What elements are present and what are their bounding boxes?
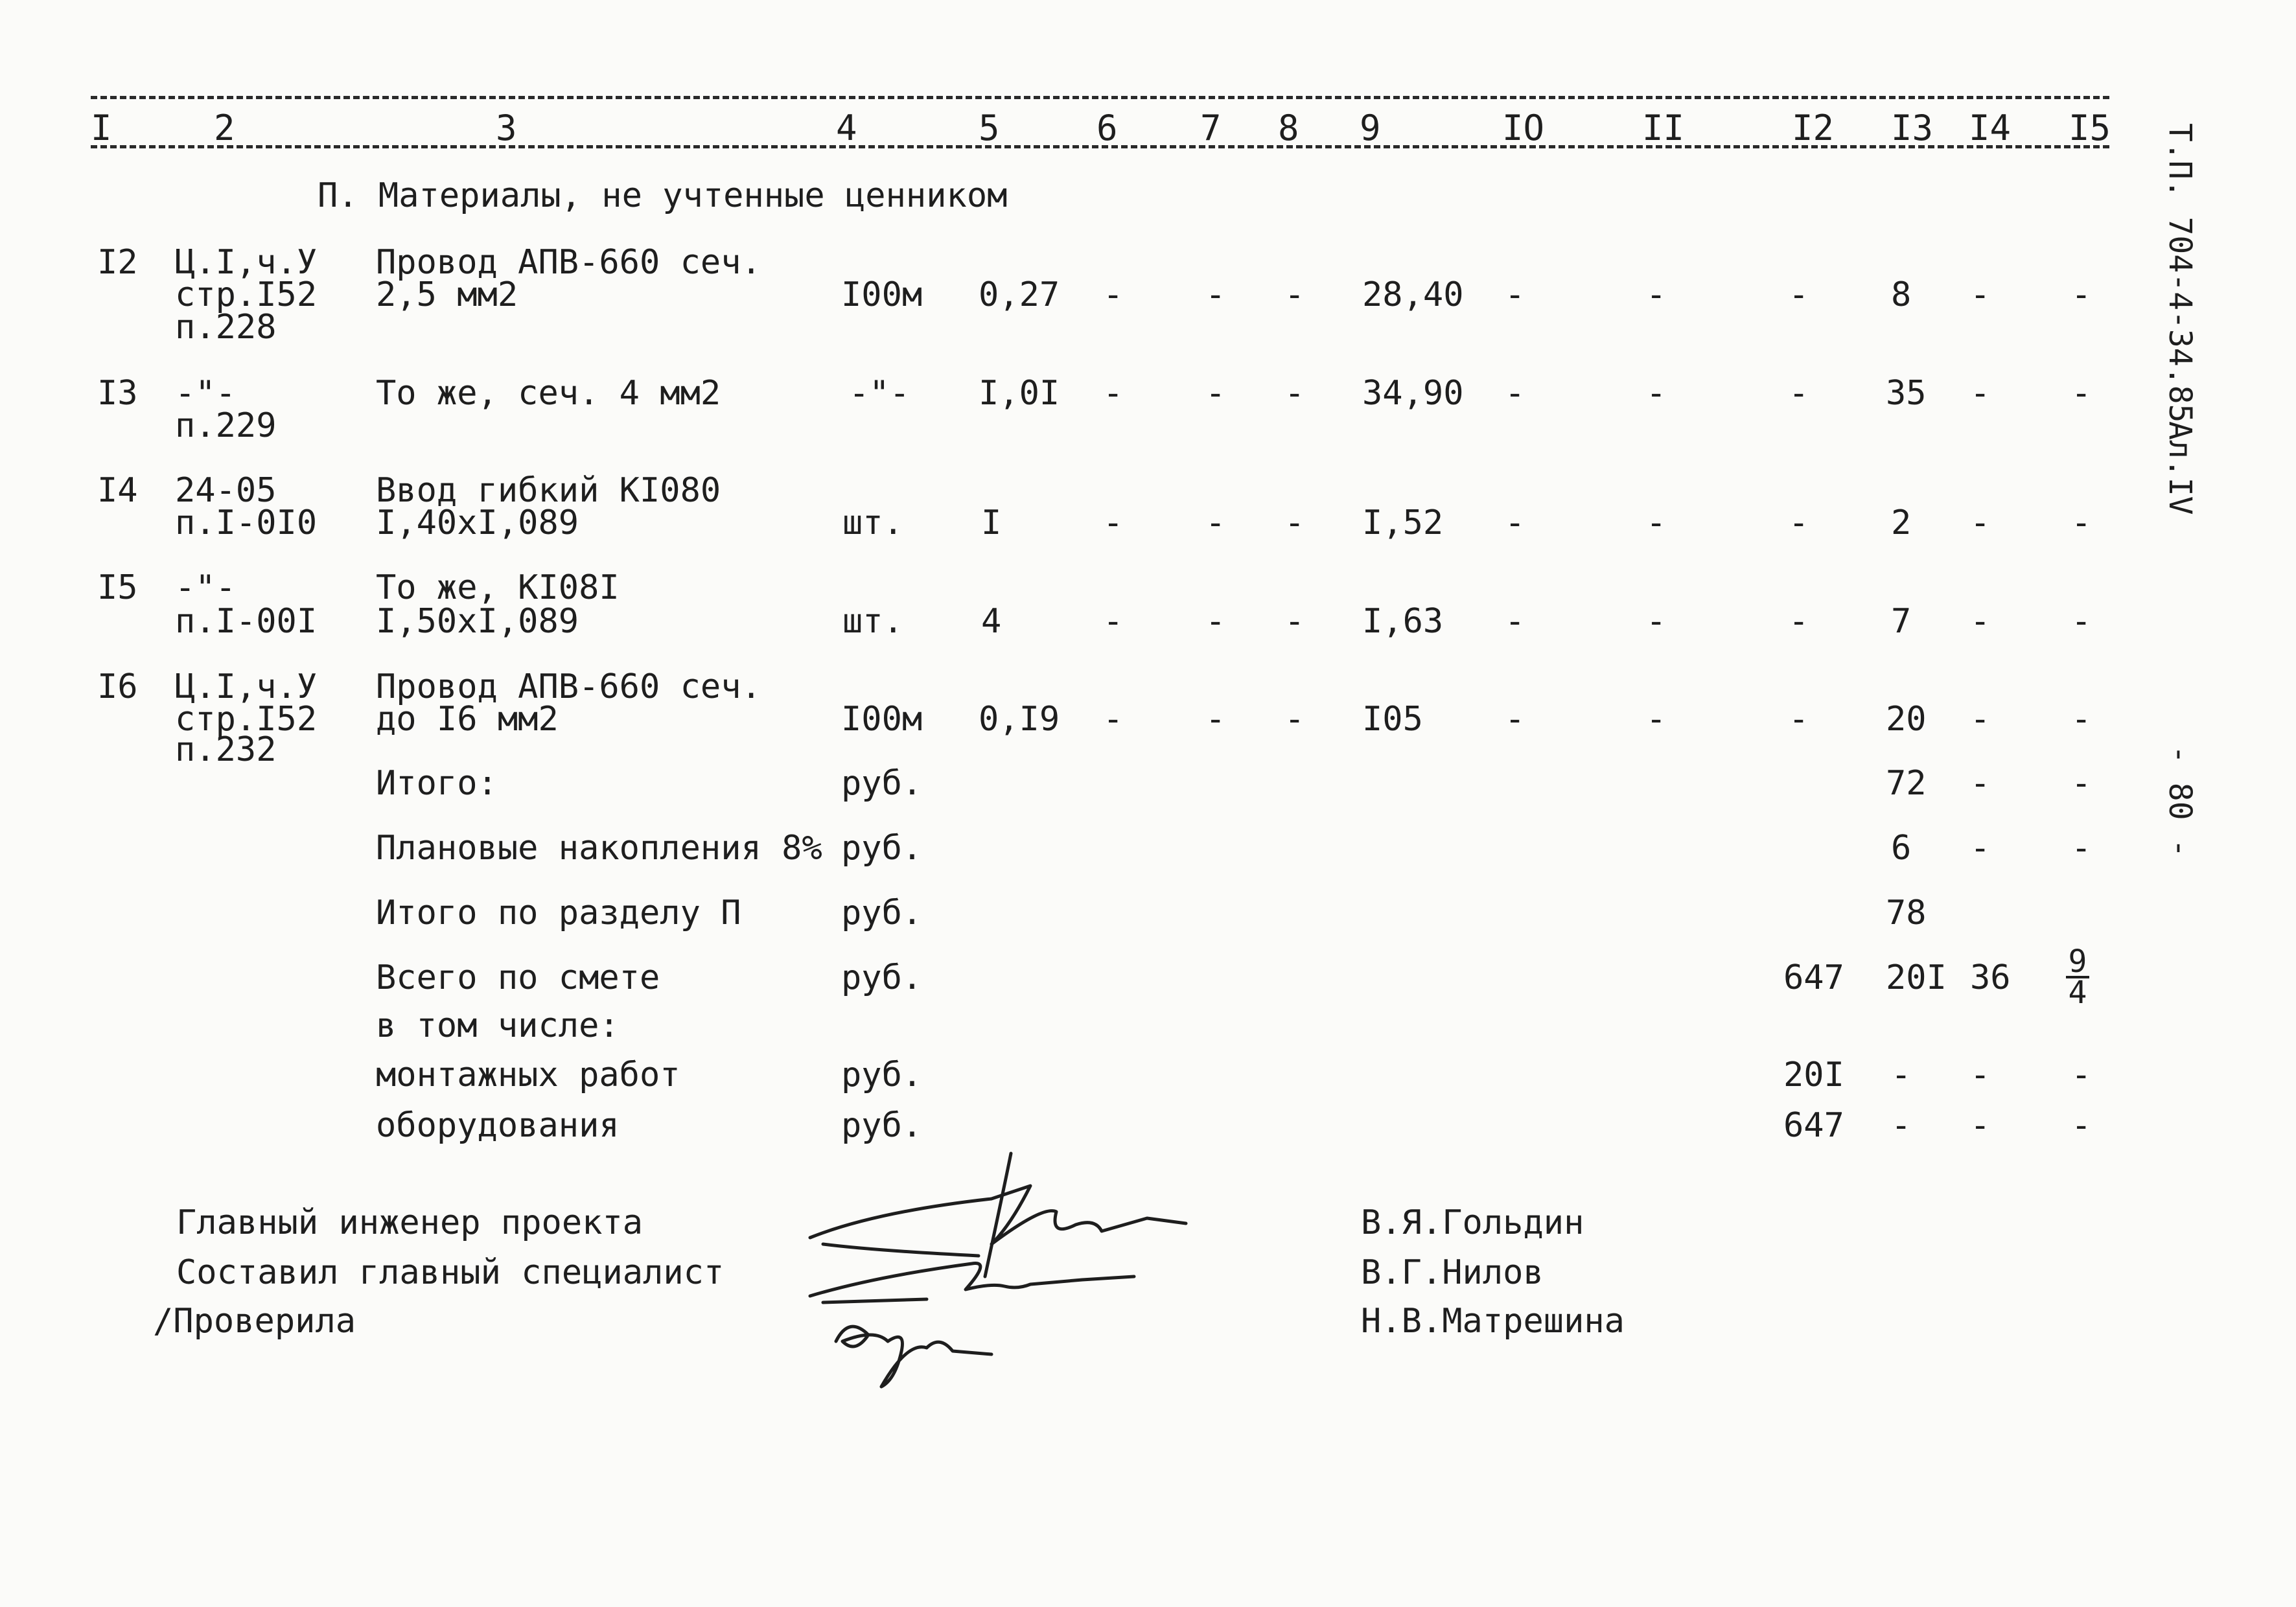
row-ref-line: п.I-0I0 [175,503,318,542]
row-col11: - [1646,374,1667,413]
row-unit: шт. [842,503,903,542]
total-col15: - [2071,1056,2092,1094]
col-num-14: I4 [1969,108,2012,148]
fraction-numerator: 9 [2066,947,2089,978]
total-label: Итого по разделу П [376,894,741,932]
row-col11: - [1646,503,1667,542]
row-number: I5 [97,568,138,607]
total-col15: - [2071,829,2092,868]
row-name-line: То же, КI08I [376,568,620,607]
row-col15: - [2071,503,2092,542]
col-num-7: 7 [1200,108,1222,148]
row-col8: - [1284,700,1305,739]
col-num-1: I [91,108,112,148]
total-col14: - [1970,764,1991,803]
row-col14: - [1970,700,1991,739]
total-col13: - [1891,1106,1912,1145]
row-ref-line: п.I-00I [175,602,318,641]
row-ref-line: п.232 [175,730,277,769]
total-col14: - [1970,1106,1991,1145]
row-col8: - [1284,374,1305,413]
page-number: - 80 - [2162,745,2198,858]
row-col13: 7 [1891,602,1912,641]
row-name-line: 2,5 мм2 [376,275,518,314]
row-qty: I,0I [979,374,1060,413]
row-col7: - [1205,700,1226,739]
row-col14: - [1970,503,1991,542]
row-ref-line: Ц.I,ч.У [175,243,318,282]
col-num-8: 8 [1278,108,1299,148]
row-col13: 8 [1891,275,1912,314]
total-col14: - [1970,829,1991,868]
row-col15: - [2071,700,2092,739]
row-col7: - [1205,275,1226,314]
row-col7: - [1205,503,1226,542]
row-col10: - [1505,602,1525,641]
row-ref-line: стр.I52 [175,275,318,314]
total-col12: 647 [1783,958,1844,997]
row-col11: - [1646,602,1667,641]
row-col8: - [1284,503,1305,542]
total-unit: руб. [841,958,923,997]
row-number: I3 [97,374,138,413]
section-title: П. Материалы, не учтенные ценником [318,176,1008,215]
fraction-denominator: 4 [2068,975,2087,1011]
col-num-13: I3 [1891,108,1934,148]
signer-name: Н.В.Матрешина [1361,1302,1625,1341]
signer-role: Главный инженер проекта [176,1203,644,1242]
total-label: в том числе: [376,1006,620,1045]
row-col6: - [1103,503,1124,542]
col-num-10: IO [1502,108,1545,148]
row-price: 28,40 [1362,275,1464,314]
row-col7: - [1205,374,1226,413]
row-col12: - [1789,602,1809,641]
total-unit: руб. [841,894,923,932]
row-number: I4 [97,471,138,510]
row-col6: - [1103,275,1124,314]
row-col13: 20 [1886,700,1927,739]
col-num-2: 2 [214,108,235,148]
col-num-3: 3 [496,108,517,148]
col-num-4: 4 [836,108,857,148]
header-top-rule [91,96,2109,99]
row-number: I6 [97,667,138,706]
row-ref-line: п.229 [175,406,277,445]
row-name-line: То же, сеч. 4 мм2 [376,374,721,413]
handwritten-signatures [797,1147,1212,1393]
total-label: Итого: [376,764,498,803]
row-name-line: до I6 мм2 [376,700,559,739]
total-col15-fraction [2066,943,2089,1011]
row-col14: - [1970,275,1991,314]
total-col15: - [2071,1106,2092,1145]
row-qty: I [981,503,1002,542]
row-col12: - [1789,374,1809,413]
row-ref-line: стр.I52 [175,700,318,739]
row-ref-line: п.228 [175,308,277,347]
total-unit: руб. [841,1056,923,1094]
total-col14: - [1970,1056,1991,1094]
col-num-5: 5 [979,108,1000,148]
row-col6: - [1103,602,1124,641]
row-col15: - [2071,602,2092,641]
signer-name: В.Г.Нилов [1361,1253,1544,1292]
row-col15: - [2071,275,2092,314]
col-num-6: 6 [1096,108,1118,148]
row-ref-line: Ц.I,ч.У [175,667,318,706]
total-col13: 20I [1886,958,1947,997]
row-name-line: I,40хI,089 [376,503,579,542]
row-name-line: Провод АПВ-660 сеч. [376,667,761,706]
row-col10: - [1505,275,1525,314]
total-unit: руб. [841,1106,923,1145]
row-qty: 4 [981,602,1002,641]
row-col10: - [1505,700,1525,739]
row-col13: 35 [1886,374,1927,413]
col-num-9: 9 [1360,108,1381,148]
row-col7: - [1205,602,1226,641]
row-name-line: Провод АПВ-660 сеч. [376,243,761,282]
total-label: Плановые накопления 8% [376,829,822,868]
total-col13: 6 [1891,829,1912,868]
col-num-12: I2 [1792,108,1835,148]
row-col12: - [1789,275,1809,314]
total-label: оборудования [376,1106,620,1145]
row-ref-line: -"- [175,374,236,413]
total-label: Всего по смете [376,958,660,997]
row-col13: 2 [1891,503,1912,542]
row-number: I2 [97,243,138,282]
row-ref-line: 24-05 [175,471,277,510]
row-col8: - [1284,275,1305,314]
row-name-line: I,50хI,089 [376,602,579,641]
row-unit: I00м [841,275,923,314]
row-col8: - [1284,602,1305,641]
document-code: Т.П. 704-4-34.85 [2162,123,2198,423]
col-num-15: I5 [2069,108,2111,148]
row-col10: - [1505,503,1525,542]
row-qty: 0,27 [979,275,1060,314]
row-unit: шт. [842,602,903,641]
total-col12: 647 [1783,1106,1844,1145]
signer-name: В.Я.Гольдин [1361,1203,1584,1242]
total-col15: - [2071,764,2092,803]
row-col14: - [1970,374,1991,413]
total-col12: 20I [1783,1056,1844,1094]
row-price: I05 [1362,700,1423,739]
row-qty: 0,I9 [979,700,1060,739]
row-name-line: Ввод гибкий КI080 [376,471,721,510]
row-price: 34,90 [1362,374,1464,413]
row-unit: -"- [849,374,910,413]
row-unit: I00м [841,700,923,739]
signer-role: Составил главный специалист [176,1253,725,1292]
total-unit: руб. [841,829,923,868]
total-col13: 72 [1886,764,1927,803]
col-num-11: II [1642,108,1685,148]
row-col6: - [1103,700,1124,739]
row-col15: - [2071,374,2092,413]
row-ref-line: -"- [175,568,236,607]
row-col10: - [1505,374,1525,413]
signer-role: /Проверила [153,1302,356,1341]
row-col11: - [1646,275,1667,314]
total-label: монтажных работ [376,1056,680,1094]
row-price: I,63 [1362,602,1444,641]
row-col14: - [1970,602,1991,641]
row-col11: - [1646,700,1667,739]
total-col13: 78 [1886,894,1927,932]
row-col6: - [1103,374,1124,413]
row-col12: - [1789,503,1809,542]
total-col14: 36 [1970,958,2011,997]
row-col12: - [1789,700,1809,739]
album-label: Ал.IV [2162,421,2198,515]
row-price: I,52 [1362,503,1444,542]
total-col13: - [1891,1056,1912,1094]
total-unit: руб. [841,764,923,803]
